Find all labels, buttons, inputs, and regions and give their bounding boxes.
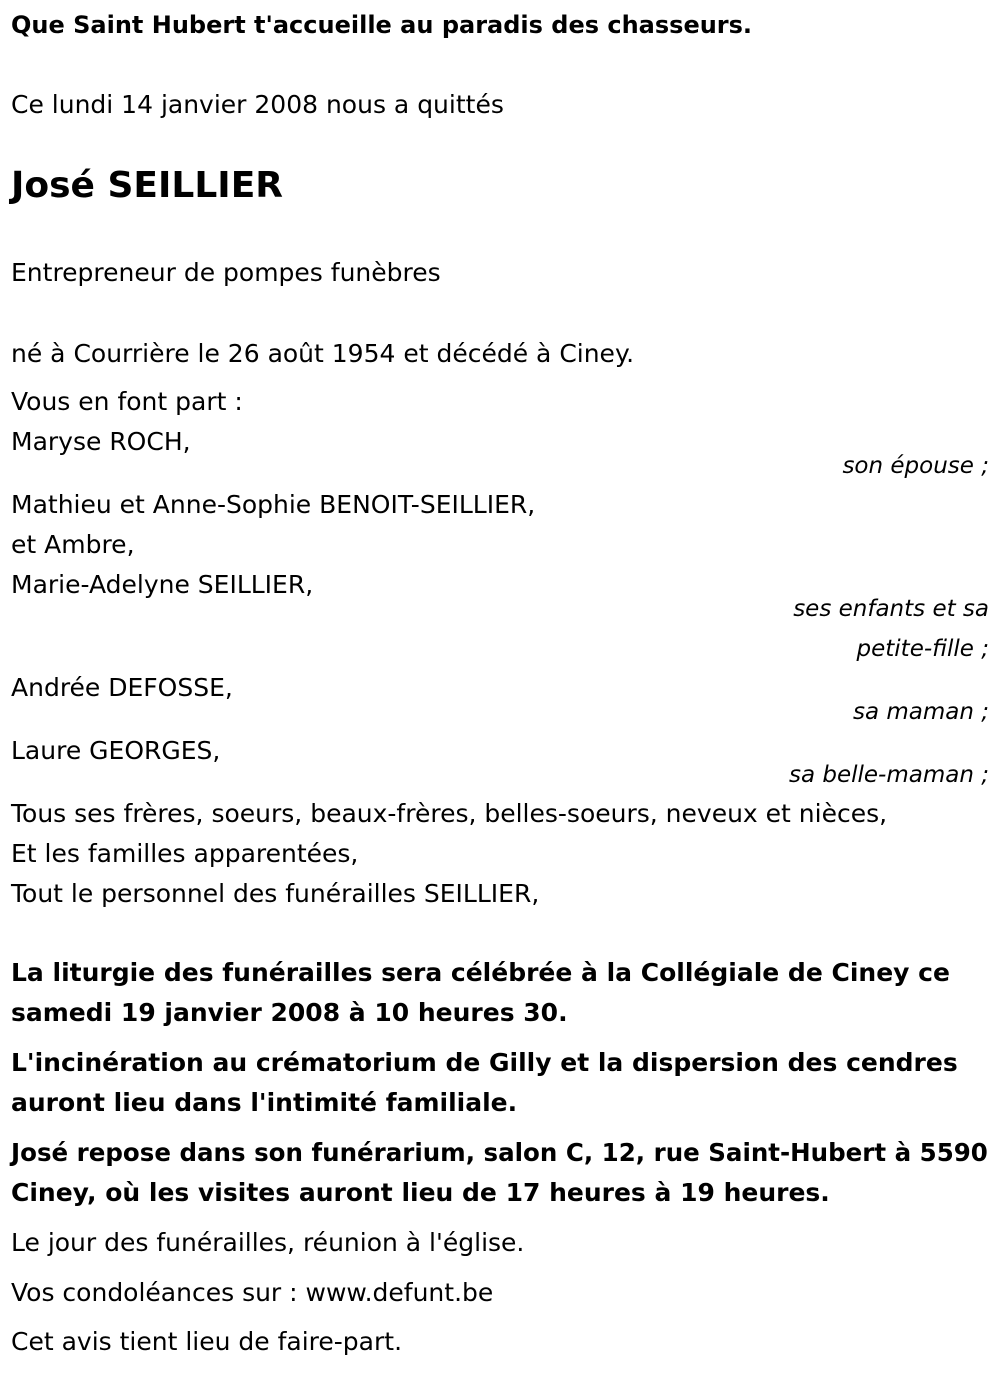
liturgy-line: samedi 19 janvier 2008 à 10 heures 30.: [11, 998, 568, 1027]
meeting-info: Le jour des funérailles, réunion à l'église.: [11, 1228, 525, 1257]
child-name: Marie-Adelyne SEILLIER,: [11, 570, 314, 599]
family-intro: Vous en font part :: [11, 387, 243, 416]
mother-in-law-relation: sa belle-maman ;: [788, 762, 989, 788]
child-name: et Ambre,: [11, 530, 135, 559]
mother-relation: sa maman ;: [852, 699, 989, 725]
other-family-line: Et les familles apparentées,: [11, 839, 359, 868]
children-relation-line: ses enfants et sa: [793, 596, 989, 622]
other-family-line: Tous ses frères, soeurs, beaux-frères, belles-soeurs, neveux et nièces,: [11, 799, 888, 828]
spouse-relation: son épouse ;: [842, 453, 989, 479]
birth-death: né à Courrière le 26 août 1954 et décédé à Ciney.: [11, 339, 635, 368]
cremation-line: L'incinération au crématorium de Gilly et la dispersion des cendres: [11, 1048, 958, 1077]
deceased-name: José SEILLIER: [11, 165, 284, 206]
liturgy-line: La liturgie des funérailles sera célébrée à la Collégiale de Ciney ce: [11, 958, 950, 987]
visitation-line: José repose dans son funérarium, salon C, 12, rue Saint-Hubert à 5590: [11, 1138, 988, 1167]
child-name: Mathieu et Anne-Sophie BENOIT-SEILLIER,: [11, 490, 536, 519]
mother-in-law-name: Laure GEORGES,: [11, 736, 221, 765]
intro-line: Ce lundi 14 janvier 2008 nous a quittés: [11, 90, 504, 119]
visitation-line: Ciney, où les visites auront lieu de 17 heures à 19 heures.: [11, 1178, 830, 1207]
profession: Entrepreneur de pompes funèbres: [11, 258, 441, 287]
mother-name: Andrée DEFOSSE,: [11, 673, 233, 702]
children-relation-line: petite-fille ;: [856, 636, 989, 662]
spouse-name: Maryse ROCH,: [11, 427, 191, 456]
condolences-info: Vos condoléances sur : www.defunt.be: [11, 1278, 494, 1307]
other-family-line: Tout le personnel des funérailles SEILLIER,: [11, 879, 540, 908]
cremation-line: auront lieu dans l'intimité familiale.: [11, 1088, 518, 1117]
headline: Que Saint Hubert t'accueille au paradis des chasseurs.: [11, 11, 753, 39]
notice-statement: Cet avis tient lieu de faire-part.: [11, 1327, 403, 1356]
